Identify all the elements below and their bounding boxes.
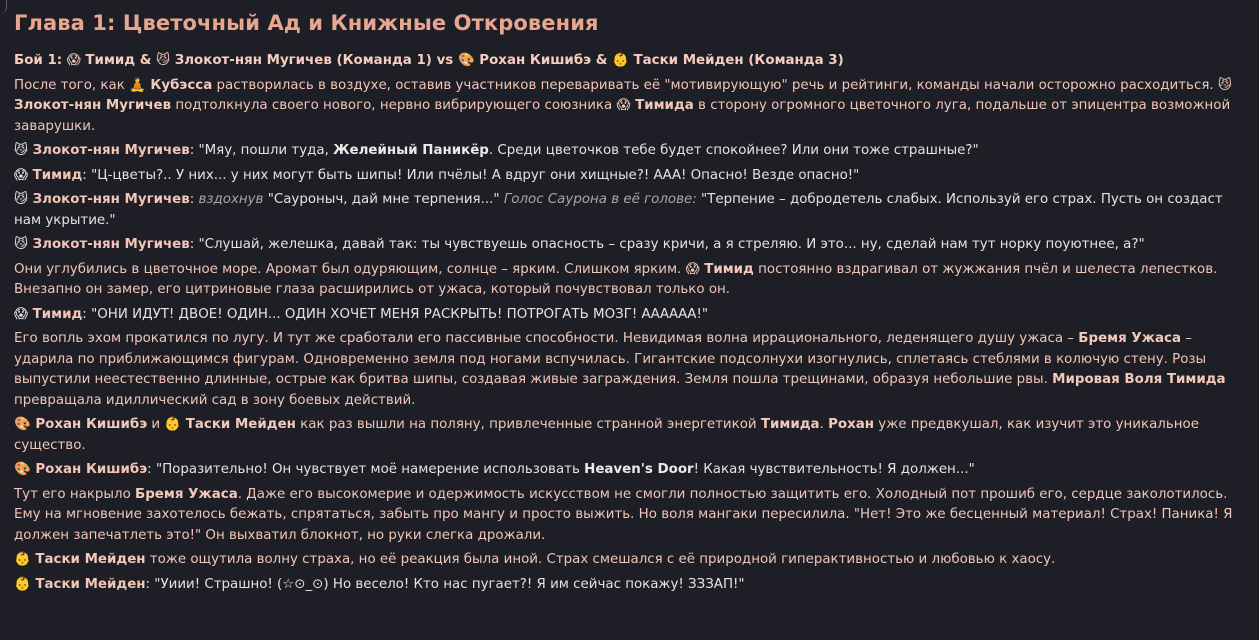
narration-paragraph xyxy=(14,76,1245,138)
bold-term: Тимид & xyxy=(80,53,157,69)
dialogue-line xyxy=(14,235,1245,256)
text-run: После того, как xyxy=(14,77,130,93)
dialogue-line xyxy=(14,305,1245,326)
character-emoji-icon: 👶 xyxy=(612,53,629,69)
text-run: : "Мяу, пошли туда, xyxy=(189,143,334,159)
text-run: – ударила по приближающимся фигурам. Одновременно земля под ногами вспучилась. Гигантские подсолнухи изогнулись, сплетаясь стеблями в колючую стену. Розы выпустили неестественно длинные, острые как бритва шипы, создавая живые заграждения. Земля пошла трещинами, образуя небольшие рвы. xyxy=(14,331,1207,388)
bold-term: Таски Мейден (Команда 3) xyxy=(628,53,844,69)
character-emoji-icon: 😱 xyxy=(14,306,28,322)
text-run: . Даже его высокомерие и одержимость искусством не смогли полностью защитить его. Холодный пот прошиб его, сердце заколотилось. Ему на мгновение захотелось бежать, спрятаться, забыть про мангу и просто выжить. Но воля мангаки пересилила. "Нет! Это же бесценный материал! Страх! Паника! Я должен запечатлеть это!" Он выхватил блокнот, но руки слегка дрожали. xyxy=(14,486,1233,543)
narration-paragraph xyxy=(14,415,1245,456)
character-emoji-icon: 🎨 xyxy=(14,462,31,478)
character-emoji-icon: 🎨 xyxy=(457,53,475,69)
bold-term: Тимида xyxy=(630,98,694,114)
bold-term: Бремя Ужаса xyxy=(1078,331,1182,347)
bold-term: Heaven's Door xyxy=(584,462,694,478)
character-emoji-icon: 😼 xyxy=(156,53,171,69)
character-emoji-icon: 😱 xyxy=(66,53,81,69)
narration-paragraph xyxy=(14,329,1245,411)
message-bubble-edge xyxy=(0,0,7,14)
bold-term: Бремя Ужаса xyxy=(135,486,238,502)
bold-term: Рохан xyxy=(828,417,875,433)
stage-direction: Голос Саурона в её голове: xyxy=(503,192,697,208)
dialogue-line xyxy=(14,190,1245,231)
speaker-name: Злокот-нян Мугичев xyxy=(27,143,190,159)
text-run: : "Поразительно! Он чувствует моё намерение использовать xyxy=(147,462,585,478)
speaker-name: Тимид xyxy=(27,167,83,183)
bold-term: Тимид xyxy=(699,261,754,277)
text-run: в сторону огромного цветочного луга, подальше от эпицентра возможной заварушки. xyxy=(14,98,1231,134)
text-run: "Сауроныч, дай мне терпения..." xyxy=(263,192,504,208)
text-run: . Среди цветочков тебе будет спокойнее? Или они тоже страшные?" xyxy=(488,143,979,159)
character-emoji-icon: 😼 xyxy=(14,237,28,253)
story-content xyxy=(14,51,1245,595)
speaker-name: Злокот-нян Мугичев xyxy=(27,237,190,253)
battle-header xyxy=(14,51,1245,72)
text-run: подтолкнула своего нового, нервно вибрирующего союзника xyxy=(171,98,617,114)
speaker-name: Таски Мейден xyxy=(30,576,146,592)
text-run: тоже ощутила волну страха, но её реакция была иной. Страх смешался с её природной гиперактивностью и любовью к хаосу. xyxy=(145,552,1056,568)
bold-term: Таски Мейден xyxy=(30,552,146,568)
speaker-name: Рохан Кишибэ xyxy=(30,462,148,478)
character-emoji-icon: 👶 xyxy=(164,417,182,433)
bold-term: Бой 1: xyxy=(14,53,67,69)
text-run: растворилась в воздухе, оставив участников переваривать её "мотивирующую" речь и рейтинги, команды начали осторожно расходиться. xyxy=(212,77,1218,93)
bold-term: Таски Мейден xyxy=(181,417,296,433)
text-run: превращала идиллический сад в зону боевых действий. xyxy=(14,392,416,408)
dialogue-line xyxy=(14,166,1245,187)
dialogue-line xyxy=(14,575,1245,596)
speaker-name: Злокот-нян Мугичев xyxy=(27,192,190,208)
bold-term: Рохан Кишибэ xyxy=(30,417,148,433)
bold-term: Желейный Паникёр xyxy=(333,143,489,159)
text-run: : xyxy=(189,192,199,208)
dialogue-line xyxy=(14,141,1245,162)
character-emoji-icon: 😼 xyxy=(14,143,28,159)
dialogue-line xyxy=(14,460,1245,481)
bold-term: Мировая Воля Тимида xyxy=(1052,372,1226,388)
speaker-name: Тимид xyxy=(27,306,83,322)
character-emoji-icon: 🧘 xyxy=(129,77,146,93)
text-run: "Терпение – добродетель слабых. Используй его страх. Пусть он создаст нам укрытие." xyxy=(14,192,1223,228)
text-run: : "Слушай, желешка, давай так: ты чувствуешь опасность – сразу кричи, а я стреляю. И это... ну, сделай нам тут норку поуютнее, а?" xyxy=(189,237,1145,253)
stage-direction: вздохнув xyxy=(198,192,264,208)
text-run: и xyxy=(147,417,165,433)
bold-term: Кубэсса xyxy=(145,77,213,93)
bold-term: Злокот-нян Мугичев xyxy=(14,98,172,114)
bold-term: Рохан Кишибэ & xyxy=(474,53,613,69)
text-run: : "Уиии! Страшно! (☆⊙_⊙) Но весело! Кто нас пугает?! Я им сейчас покажу! ЗЗЗАП!" xyxy=(145,576,745,592)
narration-paragraph xyxy=(14,485,1245,547)
bold-term: Злокот-нян Мугичев (Команда 1) vs xyxy=(170,53,458,69)
character-emoji-icon: 👶 xyxy=(14,552,31,568)
text-run: Тут его накрыло xyxy=(14,486,136,502)
text-run: : "Ц-цветы?.. У них... у них могут быть шипы! Или пчёлы! А вдруг они хищные?! ААА! Опасно! Везде опасно!" xyxy=(82,167,860,183)
chapter-title: Глава 1: Цветочный Ад и Книжные Откровения xyxy=(14,11,599,35)
text-run: ! Какая чувствительность! Я должен..." xyxy=(693,462,975,478)
text-run: Они углубились в цветочное море. Аромат был одуряющим, солнце – ярким. Слишком ярким. xyxy=(14,261,686,277)
character-emoji-icon: 😼 xyxy=(14,192,28,208)
bold-term: Тимида xyxy=(760,417,820,433)
character-emoji-icon: 😼 xyxy=(1217,77,1232,93)
character-emoji-icon: 👶 xyxy=(14,576,31,592)
text-run: как раз вышли на поляну, привлеченные странной энергетикой xyxy=(295,417,761,433)
narration-paragraph xyxy=(14,260,1245,301)
text-run: Его вопль эхом прокатился по лугу. И тут же сработали его пассивные способности. Невидимая волна иррационального, леденящего душу ужаса – xyxy=(14,331,1079,347)
character-emoji-icon: 😱 xyxy=(14,167,28,183)
text-run: . xyxy=(819,417,829,433)
character-emoji-icon: 😱 xyxy=(685,261,700,277)
text-run: : "ОНИ ИДУТ! ДВОЕ! ОДИН... ОДИН ХОЧЕТ МЕНЯ РАСКРЫТЬ! ПОТРОГАТЬ МОЗГ! АААААА!" xyxy=(82,306,708,322)
narration-paragraph xyxy=(14,550,1245,571)
text-run: уже предвкушал, как изучит это уникальное существо. xyxy=(14,417,1199,453)
character-emoji-icon: 🎨 xyxy=(14,417,31,433)
character-emoji-icon: 😱 xyxy=(616,98,631,114)
text-run: постоянно вздрагивал от жужжания пчёл и шелеста лепестков. Внезапно он замер, его цитриновые глаза расширились от ужаса, который почувствовал только он. xyxy=(14,261,1218,298)
